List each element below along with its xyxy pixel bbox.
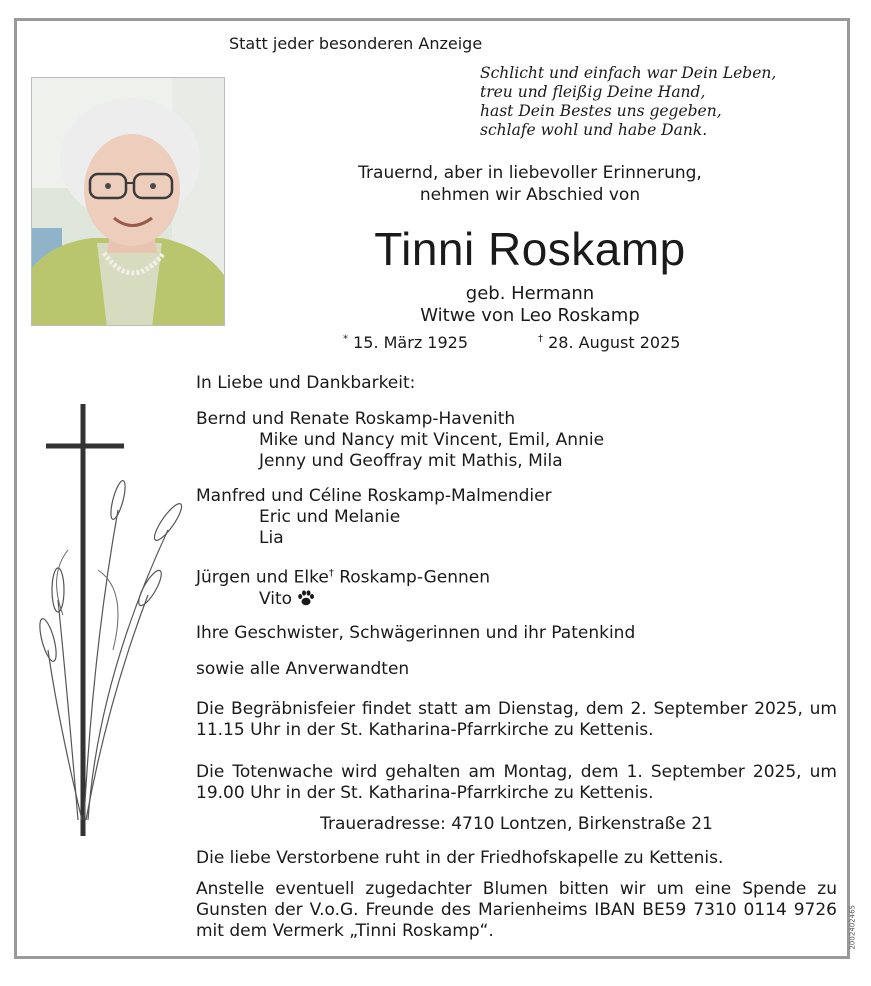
mourning-address: Traueradresse: 4710 Lontzen, Birkenstraße 21: [320, 814, 713, 834]
family-2-head: Manfred und Céline Roskamp-Malmendier: [196, 486, 552, 506]
portrait-illustration: [32, 78, 225, 326]
birth-name: geb. Hermann: [465, 283, 595, 304]
family-3-head: [196, 563, 490, 589]
intro-line-1: Trauernd, aber in liebevoller Erinnerung,: [358, 163, 702, 183]
family-3-head-a: Jürgen und Elke: [196, 567, 329, 588]
family-3-member-1: [196, 589, 490, 610]
family-3-head-b: Roskamp-Gennen: [333, 567, 491, 588]
resting-place: Die liebe Verstorbene ruht in der Friedhofskapelle zu Kettenis.: [196, 848, 724, 868]
funeral-info: Die Begräbnisfeier findet statt am Dienstag, dem 2. September 2025, um 11.15 Uhr in der St. Katharina-Pfarrkirche zu Kettenis.: [196, 699, 837, 740]
widow-of: Witwe von Leo Roskamp: [420, 305, 640, 326]
ad-code: 2002402465: [849, 905, 857, 950]
family-3: [196, 563, 490, 610]
portrait-photo: [31, 77, 225, 326]
family-2-member-1: Eric und Melanie: [259, 507, 401, 527]
poem: [480, 64, 776, 140]
mourners-intro: In Liebe und Dankbarkeit:: [196, 373, 416, 393]
deceased-cross-symbol: †: [328, 568, 334, 579]
cross-wheat-emblem: [38, 400, 188, 844]
family-1-member-1: Mike und Nancy mit Vincent, Emil, Annie: [259, 430, 605, 450]
intro-line-2: nehmen wir Abschied von: [419, 185, 641, 205]
header-note: Statt jeder besonderen Anzeige: [229, 34, 483, 53]
family-2: [196, 486, 552, 549]
died-symbol: †: [538, 333, 543, 345]
wake-info: Die Totenwache wird gehalten am Montag, dem 1. September 2025, um 19.00 Uhr in der St. Katharina-Pfarrkirche zu Kettenis.: [196, 762, 837, 803]
deceased-name: Tinni Roskamp: [374, 223, 686, 275]
deceased-details: [330, 283, 730, 327]
cross-icon: [38, 400, 188, 840]
poem-line-3: hast Dein Bestes uns gegeben,: [480, 102, 722, 120]
death-date: [538, 333, 680, 352]
born-value: 15. März 1925: [353, 333, 469, 352]
died-value: 28. August 2025: [548, 333, 681, 352]
poem-line-2: treu und fleißig Deine Hand,: [480, 83, 706, 101]
poem-line-4: schlafe wohl und habe Dank.: [480, 121, 708, 139]
family-1-head: Bernd und Renate Roskamp-Havenith: [196, 409, 516, 429]
family-3-member-1-name: Vito: [259, 588, 293, 609]
family-1-member-2: Jenny und Geoffray mit Mathis, Mila: [259, 451, 563, 471]
relatives-line: sowie alle Anverwandten: [196, 659, 410, 679]
poem-line-1: Schlicht und einfach war Dein Leben,: [480, 64, 777, 82]
family-1: [196, 409, 604, 472]
donation-info: Anstelle eventuell zugedachter Blumen bitten wir um eine Spende zu Gunsten der V.o.G. Freunde des Marienheims IBAN BE59 7310 0114 9726 mit dem Vermerk „Tinni Roskamp“.: [196, 879, 837, 941]
paw-icon: [297, 590, 315, 606]
family-2-member-2: Lia: [259, 528, 284, 548]
born-symbol: *: [343, 333, 348, 345]
siblings-line: Ihre Geschwister, Schwägerinnen und ihr Patenkind: [196, 623, 636, 643]
birth-date: [343, 333, 468, 352]
intro-text: [330, 162, 730, 206]
